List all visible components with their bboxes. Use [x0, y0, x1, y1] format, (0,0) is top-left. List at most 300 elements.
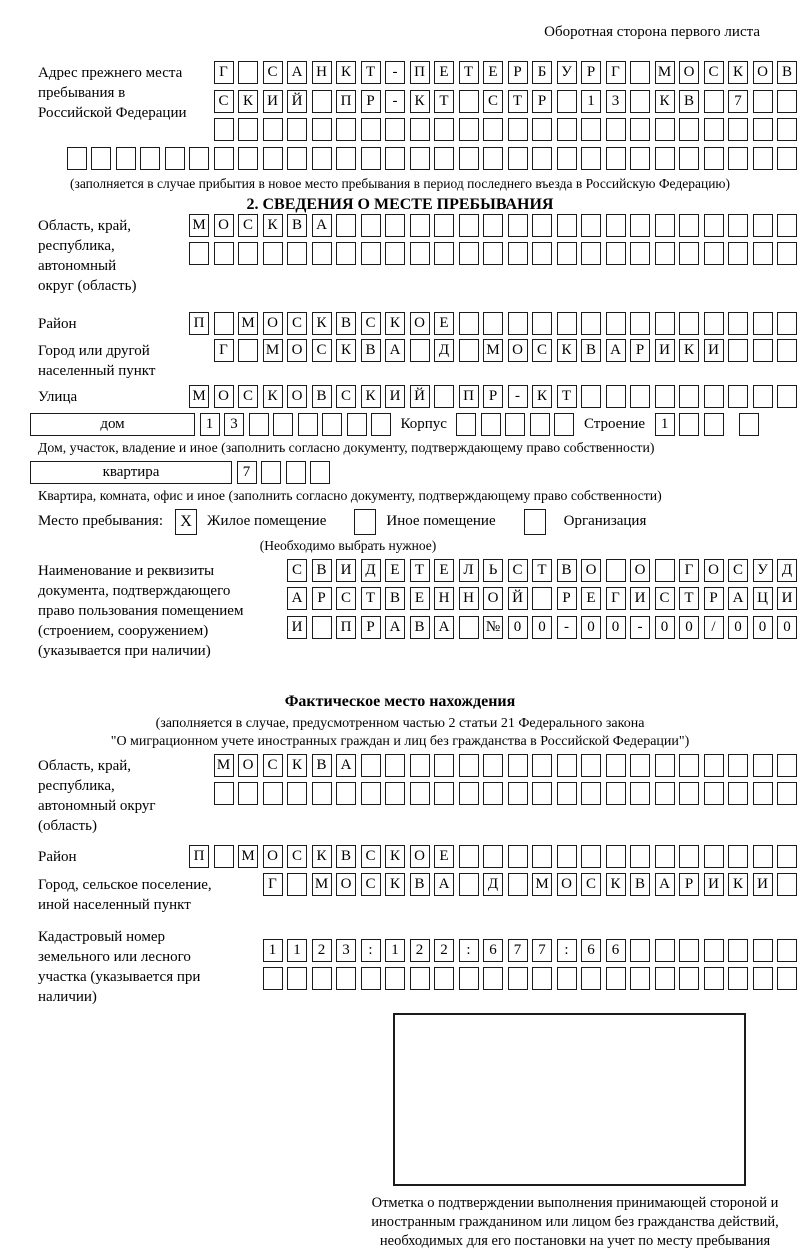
- char-box: [630, 967, 650, 990]
- char-box: [581, 214, 601, 237]
- char-box: [410, 147, 430, 170]
- char-box: Н: [459, 587, 479, 610]
- char-box: И: [704, 339, 724, 362]
- char-box: [679, 967, 699, 990]
- char-box: К: [361, 385, 381, 408]
- char-box: [214, 242, 234, 265]
- char-box: [287, 967, 307, 990]
- char-box: О: [263, 845, 283, 868]
- char-box: Е: [434, 312, 454, 335]
- char-box: [336, 118, 356, 141]
- gorod-label: Город или другой населенный пункт: [38, 342, 156, 379]
- char-box: [655, 782, 675, 805]
- checkbox-inoe: [354, 509, 376, 535]
- option-inoe-label: Иное помещение: [386, 513, 496, 529]
- char-box: [361, 118, 381, 141]
- char-box: [385, 147, 405, 170]
- char-box: 0: [581, 616, 601, 639]
- char-box: С: [655, 587, 675, 610]
- char-box: [728, 939, 748, 962]
- char-box: И: [336, 559, 356, 582]
- char-box: [508, 873, 528, 896]
- char-row: [214, 754, 798, 777]
- char-box: К: [385, 312, 405, 335]
- char-box: [777, 147, 797, 170]
- char-box: В: [581, 339, 601, 362]
- char-box: [532, 782, 552, 805]
- char-box: [312, 147, 332, 170]
- char-box: [459, 118, 479, 141]
- char-box: [483, 967, 503, 990]
- char-box: С: [483, 90, 503, 113]
- char-box: [777, 782, 797, 805]
- char-box: 7: [532, 939, 552, 962]
- char-row: [214, 118, 798, 141]
- char-box: 1: [263, 939, 283, 962]
- char-box: М: [238, 312, 258, 335]
- char-box: [753, 939, 773, 962]
- char-box: [753, 754, 773, 777]
- char-box: [630, 385, 650, 408]
- char-box: [532, 147, 552, 170]
- char-box: [777, 118, 797, 141]
- char-box: [238, 147, 258, 170]
- char-box: [557, 754, 577, 777]
- char-row: [214, 90, 798, 113]
- char-row: [189, 385, 797, 408]
- char-box: [679, 413, 699, 436]
- char-box: [116, 147, 136, 170]
- char-box: К: [728, 873, 748, 896]
- char-box: [459, 967, 479, 990]
- char-box: К: [385, 845, 405, 868]
- stroenie-label: Строение: [583, 415, 646, 432]
- char-box: О: [410, 312, 430, 335]
- char-box: И: [753, 873, 773, 896]
- char-box: А: [312, 214, 332, 237]
- char-box: С: [238, 385, 258, 408]
- char-box: [312, 616, 332, 639]
- char-box: [679, 754, 699, 777]
- char-box: [606, 214, 626, 237]
- char-box: О: [508, 339, 528, 362]
- char-box: 1: [655, 413, 675, 436]
- char-box: О: [630, 559, 650, 582]
- char-box: [263, 118, 283, 141]
- char-box: [508, 147, 528, 170]
- char-box: [753, 845, 773, 868]
- char-box: [679, 242, 699, 265]
- char-box: [630, 61, 650, 84]
- char-box: [238, 118, 258, 141]
- char-box: Р: [508, 61, 528, 84]
- char-box: [606, 754, 626, 777]
- char-box: [310, 461, 330, 484]
- char-box: Р: [312, 587, 332, 610]
- apartment-caption: Квартира, комната, офис и иное (заполнить согласно документу, подтверждающему право собственности): [38, 487, 662, 503]
- char-box: [777, 90, 797, 113]
- char-box: К: [385, 873, 405, 896]
- document-boxes: [287, 559, 797, 639]
- char-box: С: [214, 90, 234, 113]
- char-box: [483, 782, 503, 805]
- char-box: [361, 782, 381, 805]
- char-box: И: [655, 339, 675, 362]
- char-box: [777, 214, 797, 237]
- char-box: О: [679, 61, 699, 84]
- char-box: П: [336, 90, 356, 113]
- char-box: [630, 312, 650, 335]
- char-box: [508, 242, 528, 265]
- char-box: Й: [287, 90, 307, 113]
- char-box: Д: [434, 339, 454, 362]
- char-box: А: [385, 616, 405, 639]
- fact-raion-field: [0, 845, 800, 868]
- char-box: [557, 242, 577, 265]
- char-box: К: [655, 90, 675, 113]
- char-box: К: [312, 845, 332, 868]
- char-box: [434, 214, 454, 237]
- char-row: [287, 616, 797, 639]
- fact-raion-label: Район: [38, 848, 77, 865]
- char-row: [263, 967, 798, 990]
- char-box: [532, 242, 552, 265]
- char-box: И: [385, 385, 405, 408]
- char-box: [508, 214, 528, 237]
- char-box: №: [483, 616, 503, 639]
- char-box: [505, 413, 525, 436]
- char-box: [777, 242, 797, 265]
- char-box: [312, 782, 332, 805]
- char-box: В: [312, 559, 332, 582]
- char-box: О: [483, 587, 503, 610]
- char-box: Г: [679, 559, 699, 582]
- char-row: [287, 587, 797, 610]
- char-box: [483, 214, 503, 237]
- stamp-caption: Отметка о подтверждении выполнения принимающей стороной и иностранным гражданином или лицом без гражданства действий, необходимых для его постановки на учет по месту пребывания: [371, 1194, 779, 1249]
- char-box: [214, 312, 234, 335]
- char-box: [238, 339, 258, 362]
- char-box: :: [557, 939, 577, 962]
- char-box: [557, 118, 577, 141]
- char-box: [371, 413, 391, 436]
- fact-gorod-field: [0, 873, 800, 915]
- char-box: М: [189, 214, 209, 237]
- char-box: Р: [361, 616, 381, 639]
- char-box: [287, 242, 307, 265]
- char-box: Т: [532, 559, 552, 582]
- char-box: [312, 90, 332, 113]
- char-box: 0: [728, 616, 748, 639]
- char-box: С: [312, 339, 332, 362]
- char-box: Т: [679, 587, 699, 610]
- char-box: [728, 845, 748, 868]
- char-box: [483, 312, 503, 335]
- char-box: 0: [777, 616, 797, 639]
- place-of-stay-label: Место пребывания:: [38, 513, 163, 529]
- char-box: [532, 118, 552, 141]
- char-box: -: [385, 90, 405, 113]
- char-box: 3: [336, 939, 356, 962]
- char-box: [777, 339, 797, 362]
- kadastr-label: Кадастровый номер земельного или лесного участка (указывается при наличии): [38, 928, 201, 1005]
- char-box: [679, 312, 699, 335]
- char-box: [189, 147, 209, 170]
- char-box: [728, 385, 748, 408]
- place-of-stay-note: (Необходимо выбрать нужное): [259, 537, 437, 553]
- char-box: Т: [557, 385, 577, 408]
- char-box: К: [410, 90, 430, 113]
- char-box: [753, 147, 773, 170]
- char-box: И: [263, 90, 283, 113]
- char-box: [312, 242, 332, 265]
- char-box: [557, 782, 577, 805]
- char-box: 0: [679, 616, 699, 639]
- char-box: К: [287, 754, 307, 777]
- ulitsa-label: Улица: [38, 388, 78, 405]
- char-box: А: [606, 339, 626, 362]
- char-box: Д: [777, 559, 797, 582]
- char-box: [434, 242, 454, 265]
- char-box: 1: [287, 939, 307, 962]
- char-box: [287, 873, 307, 896]
- char-box: У: [753, 559, 773, 582]
- char-box: [410, 754, 430, 777]
- char-box: [287, 782, 307, 805]
- char-box: [532, 754, 552, 777]
- char-box: Б: [532, 61, 552, 84]
- char-box: Т: [508, 90, 528, 113]
- char-box: С: [287, 845, 307, 868]
- char-box: [459, 873, 479, 896]
- char-box: 0: [655, 616, 675, 639]
- char-box: [753, 90, 773, 113]
- section2-title: 2. СВЕДЕНИЯ О МЕСТЕ ПРЕБЫВАНИЯ: [246, 195, 554, 213]
- char-box: [777, 385, 797, 408]
- char-box: К: [312, 312, 332, 335]
- char-box: -: [557, 616, 577, 639]
- char-box: [753, 312, 773, 335]
- oblast-boxes: [189, 214, 797, 266]
- char-box: Г: [214, 61, 234, 84]
- char-box: [67, 147, 87, 170]
- char-box: [459, 90, 479, 113]
- char-box: [581, 312, 601, 335]
- char-box: О: [287, 339, 307, 362]
- char-box: Г: [606, 61, 626, 84]
- char-box: В: [679, 90, 699, 113]
- char-box: [532, 967, 552, 990]
- char-box: К: [263, 214, 283, 237]
- char-row: [189, 312, 797, 335]
- char-box: С: [581, 873, 601, 896]
- char-box: [214, 118, 234, 141]
- char-box: [753, 782, 773, 805]
- char-box: [704, 147, 724, 170]
- char-box: П: [336, 616, 356, 639]
- char-box: В: [777, 61, 797, 84]
- char-box: [753, 967, 773, 990]
- fact-oblast-label: Область, край, республика, автономный округ (область): [38, 757, 156, 834]
- char-box: О: [214, 214, 234, 237]
- char-box: [630, 242, 650, 265]
- fact-note-line2: "О миграционном учете иностранных граждан и лиц без гражданства в Российской Федерации"): [110, 733, 690, 749]
- char-box: [777, 845, 797, 868]
- char-box: [581, 242, 601, 265]
- char-box: Р: [532, 90, 552, 113]
- char-box: [557, 845, 577, 868]
- char-box: Н: [312, 61, 332, 84]
- char-box: Н: [434, 587, 454, 610]
- char-box: Р: [679, 873, 699, 896]
- char-row: [263, 873, 798, 896]
- char-row: [214, 339, 798, 362]
- char-box: [456, 413, 476, 436]
- char-box: [630, 90, 650, 113]
- char-box: [385, 967, 405, 990]
- document-label: Наименование и реквизиты документа, подтверждающего право пользования помещением (строением, сооружением) (указывается при наличии): [38, 562, 244, 659]
- char-box: Т: [459, 61, 479, 84]
- char-box: И: [777, 587, 797, 610]
- char-box: Е: [434, 61, 454, 84]
- char-box: О: [557, 873, 577, 896]
- char-box: [557, 214, 577, 237]
- char-box: Е: [434, 559, 454, 582]
- char-box: [410, 782, 430, 805]
- char-box: [581, 754, 601, 777]
- char-box: М: [483, 339, 503, 362]
- char-box: Д: [361, 559, 381, 582]
- char-box: [261, 461, 281, 484]
- char-box: [679, 214, 699, 237]
- char-box: [214, 147, 234, 170]
- char-box: С: [361, 873, 381, 896]
- char-box: К: [557, 339, 577, 362]
- fact-oblast-boxes: [214, 754, 798, 806]
- char-box: [728, 339, 748, 362]
- char-box: С: [336, 587, 356, 610]
- char-box: [263, 782, 283, 805]
- char-box: [459, 782, 479, 805]
- char-box: [336, 782, 356, 805]
- char-box: [728, 214, 748, 237]
- char-box: Е: [410, 587, 430, 610]
- char-box: Е: [434, 845, 454, 868]
- char-row: [739, 413, 759, 436]
- char-box: [606, 967, 626, 990]
- char-box: [532, 214, 552, 237]
- char-box: [483, 845, 503, 868]
- char-box: Г: [214, 339, 234, 362]
- char-box: [704, 385, 724, 408]
- char-box: :: [459, 939, 479, 962]
- char-box: [459, 214, 479, 237]
- char-box: [238, 242, 258, 265]
- apartment-row: [0, 461, 800, 484]
- char-box: [581, 118, 601, 141]
- char-box: [189, 242, 209, 265]
- char-box: [753, 339, 773, 362]
- char-box: В: [336, 845, 356, 868]
- char-box: С: [263, 754, 283, 777]
- char-box: [434, 782, 454, 805]
- char-box: 6: [606, 939, 626, 962]
- char-box: [410, 242, 430, 265]
- char-box: В: [336, 312, 356, 335]
- char-box: [434, 147, 454, 170]
- char-box: [287, 147, 307, 170]
- char-box: [410, 967, 430, 990]
- char-box: А: [287, 587, 307, 610]
- char-box: Т: [361, 61, 381, 84]
- char-box: О: [753, 61, 773, 84]
- char-box: [336, 242, 356, 265]
- char-box: [606, 118, 626, 141]
- char-box: [385, 242, 405, 265]
- char-box: П: [410, 61, 430, 84]
- char-box: М: [655, 61, 675, 84]
- char-box: [753, 242, 773, 265]
- char-row: [189, 214, 797, 237]
- place-of-stay-row: [0, 509, 800, 535]
- char-box: 7: [237, 461, 257, 484]
- char-box: С: [263, 61, 283, 84]
- char-box: [679, 782, 699, 805]
- char-box: А: [655, 873, 675, 896]
- char-box: [606, 312, 626, 335]
- char-box: Ь: [483, 559, 503, 582]
- char-box: Е: [581, 587, 601, 610]
- char-box: [777, 312, 797, 335]
- char-box: А: [434, 616, 454, 639]
- char-box: [385, 214, 405, 237]
- char-box: М: [238, 845, 258, 868]
- char-box: [655, 939, 675, 962]
- char-box: С: [287, 559, 307, 582]
- char-box: С: [361, 312, 381, 335]
- char-box: В: [312, 754, 332, 777]
- char-row: [263, 939, 798, 962]
- char-box: [263, 242, 283, 265]
- char-box: [581, 385, 601, 408]
- char-box: [679, 118, 699, 141]
- char-box: [728, 782, 748, 805]
- char-box: [481, 413, 501, 436]
- char-box: [508, 312, 528, 335]
- char-box: [347, 413, 367, 436]
- char-box: [728, 118, 748, 141]
- char-row: [655, 413, 724, 436]
- char-box: [434, 385, 454, 408]
- char-box: [704, 90, 724, 113]
- char-box: [361, 967, 381, 990]
- fact-title: Фактическое место нахождения: [284, 692, 516, 710]
- char-box: [361, 242, 381, 265]
- char-box: В: [557, 559, 577, 582]
- stamp-area: [393, 1013, 746, 1186]
- char-row: [456, 413, 574, 436]
- char-box: [459, 339, 479, 362]
- char-box: [704, 118, 724, 141]
- char-box: А: [728, 587, 748, 610]
- char-box: [630, 939, 650, 962]
- option-organizaciya-label: Организация: [563, 513, 647, 529]
- char-box: В: [630, 873, 650, 896]
- char-box: [777, 939, 797, 962]
- char-box: 0: [606, 616, 626, 639]
- char-box: [459, 754, 479, 777]
- char-box: [655, 242, 675, 265]
